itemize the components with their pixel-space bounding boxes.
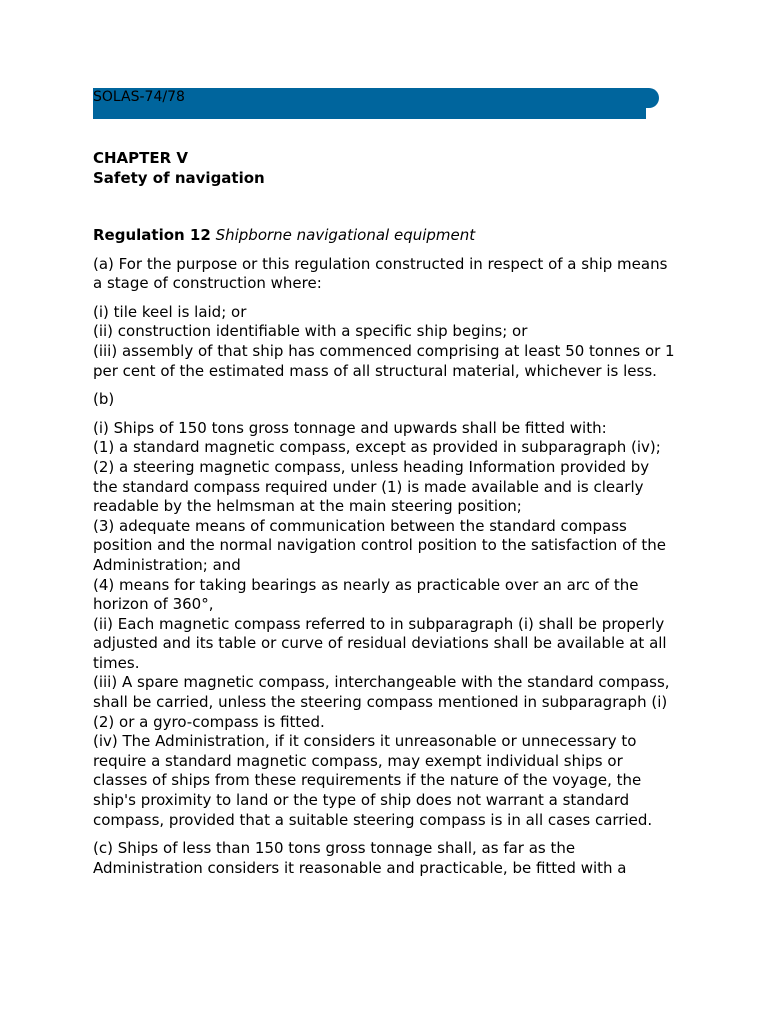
list-item: (i) Ships of 150 tons gross tonnage and upwards shall be fitted with: [93,418,607,437]
chapter-title: Safety of navigation [93,169,265,187]
regulation-title: Shipborne navigational equipment [215,226,476,244]
paragraph-a-intro: (a) For the purpose or this regulation constructed in respect of a ship means a stage of construction where: [93,254,668,293]
document-body [93,226,678,887]
paragraph-c: (c) Ships of less than 150 tons gross tonnage shall, as far as the Administration considers it reasonable and practicable, be fitted with a [93,839,627,877]
document-code: SOLAS-74/78 [93,89,185,105]
list-item: (iv) The Administration, if it considers it unreasonable or unnecessary to require a standard magnetic compass, may exempt individual ships or classes of ships from these requirements if the nature of the voyage, the ship's proximity to land or the type of ship does not warrant a standard compass, provided that a suitable steering compass is in all cases carried. [93,732,653,829]
list-item: (ii) construction identifiable with a specific ship begins; or [93,322,528,341]
chapter-heading [93,148,265,188]
paragraph-a-items [93,303,678,381]
header-band-cap [640,88,659,108]
list-item: (iii) assembly of that ship has commenced comprising at least 50 tonnes or 1 per cent of the estimated mass of all structural material, whichever is less. [93,341,675,380]
paragraph-b-label: (b) [93,390,115,409]
list-item: (ii) Each magnetic compass referred to in subparagraph (i) shall be properly adjusted and its table or curve of residual deviations shall be available at all times. [93,614,667,672]
regulation-label: Regulation 12 [93,226,211,244]
regulation-heading [93,226,678,246]
list-item: (2) a steering magnetic compass, unless heading Information provided by the standard compass required under (1) is made available and is clearly readable by the helmsman at the main steering position; [93,457,650,516]
list-item: (i) tile keel is laid; or [93,302,247,321]
list-item: (4) means for taking bearings as nearly as practicable over an arc of the horizon of 360°, [93,575,639,614]
list-item: (1) a standard magnetic compass, except as provided in subparagraph (iv); [93,438,661,457]
chapter-number: CHAPTER V [93,149,189,167]
list-item: (3) adequate means of communication between the standard compass position and the normal navigation control position to the satisfaction of the Administration; and [93,516,666,574]
list-item: (iii) A spare magnetic compass, interchangeable with the standard compass, shall be carried, unless the steering compass mentioned in subparagraph (i)(2) or a gyro-compass is fitted. [93,673,670,731]
paragraph-b-items [93,419,678,830]
